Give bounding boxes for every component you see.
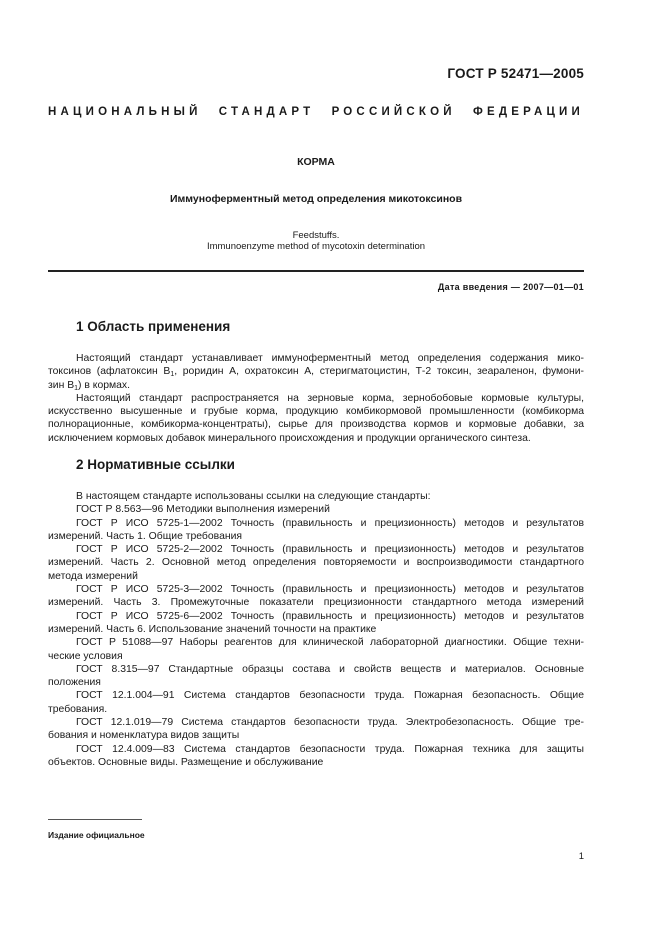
standard-title: КОРМА: [297, 156, 335, 168]
reference-line: ГОСТ Р ИСО 5725-6—2002 Точность (правильность и прецизионность) методов и результатов: [76, 610, 584, 622]
paragraph-line: искусственно высушенные и грубые корма, продукцию комбикормовой промышленности (комбикорма: [48, 406, 584, 418]
subscript: 1: [74, 384, 79, 392]
footer-divider: [48, 819, 142, 820]
reference-line: измерений. Часть 2. Основной метод определения повторяемости и воспроизводимости стандартного: [48, 557, 584, 569]
reference-line: метода измерений: [48, 570, 138, 582]
reference-line: ГОСТ 12.1.004—91 Система стандартов безопасности труда. Пожарная безопасность. Общие: [76, 690, 584, 702]
section-2-heading: 2 Нормативные ссылки: [76, 457, 235, 472]
introduction-date: Дата введения — 2007—01—01: [437, 282, 584, 292]
reference-line: объектов. Основные виды. Размещение и обслуживание: [48, 756, 324, 768]
paragraph-line: Настоящий стандарт устанавливает иммуноферментный метод определения содержания мико-: [76, 353, 584, 364]
reference-line: ГОСТ Р 51088—97 Наборы реагентов для клинической лабораторной диагностики. Общие техни-: [76, 637, 584, 649]
normative-references-list: [48, 490, 584, 769]
reference-line: ГОСТ 12.4.009—83 Система стандартов безопасности труда. Пожарная техника для защиты: [76, 743, 584, 755]
reference-line: требования.: [48, 703, 108, 715]
reference-line: В настоящем стандарте использованы ссылки на следующие стандарты:: [76, 491, 431, 502]
english-title-line-1: Feedstuffs.: [292, 230, 340, 241]
reference-line: положения: [48, 677, 101, 689]
reference-line: ГОСТ Р ИСО 5725-1—2002 Точность (правильность и прецизионность) методов и результатов: [76, 517, 584, 529]
document-number: ГОСТ Р 52471—2005: [447, 66, 584, 81]
reference-line: измерений. Часть 3. Промежуточные показатели прецизионности стандартного метода измерений: [48, 597, 584, 609]
reference-line: ГОСТ Р ИСО 5725-3—2002 Точность (правильность и прецизионность) методов и результатов: [76, 584, 584, 596]
reference-line: измерений. Часть 6. Использование значений точности на практике: [48, 623, 377, 635]
reference-line: измерений. Часть 1. Общие требования: [48, 530, 243, 542]
subscript: 1: [170, 371, 175, 379]
english-title-line-2: Immunoenzyme method of mycotoxin determination: [206, 241, 426, 252]
paragraph-line: полнорационные, комбикорма-концентраты), сырье для производства кормов и кормовые добавки, за: [48, 419, 584, 431]
section-1-body: [48, 352, 584, 445]
header-divider: [48, 270, 584, 272]
paragraph-line: зин $В_1$) в кормах.: [48, 379, 131, 392]
paragraph-line: исключением кормовых добавок минерального происхождения и продукции органического синтеза.: [48, 432, 531, 444]
official-edition-note: Издание официальное: [48, 830, 145, 840]
standard-subtitle: Иммуноферментный метод определения микотоксинов: [169, 193, 463, 205]
page-number: 1: [578, 851, 584, 862]
reference-line: ГОСТ Р 8.563—96 Методики выполнения измерений: [76, 504, 330, 516]
national-standard-banner: НАЦИОНАЛЬНЫЙ СТАНДАРТ РОССИЙСКОЙ ФЕДЕРАЦИИ: [48, 106, 584, 118]
reference-line: ГОСТ 8.315—97 Стандартные образцы состава и свойств веществ и материалов. Основные: [76, 663, 584, 675]
reference-line: ГОСТ Р ИСО 5725-2—2002 Точность (правильность и прецизионность) методов и результатов: [76, 544, 584, 556]
paragraph-line: Настоящий стандарт распространяется на зерновые корма, зернобобовые кормовые культуры,: [76, 392, 584, 404]
section-1-heading: 1 Область применения: [76, 319, 231, 334]
reference-line: бования и номенклатура видов защиты: [48, 730, 240, 742]
reference-line: ческие условия: [48, 650, 123, 662]
paragraph-line: токсинов (афлатоксин $В_1$, роридин А, охратоксин А, стеригматоцистин, Т-2 токсин, зеараленон, фумони-: [48, 366, 584, 379]
reference-line: ГОСТ 12.1.019—79 Система стандартов безопасности труда. Электробезопасность. Общие тре-: [76, 717, 584, 729]
